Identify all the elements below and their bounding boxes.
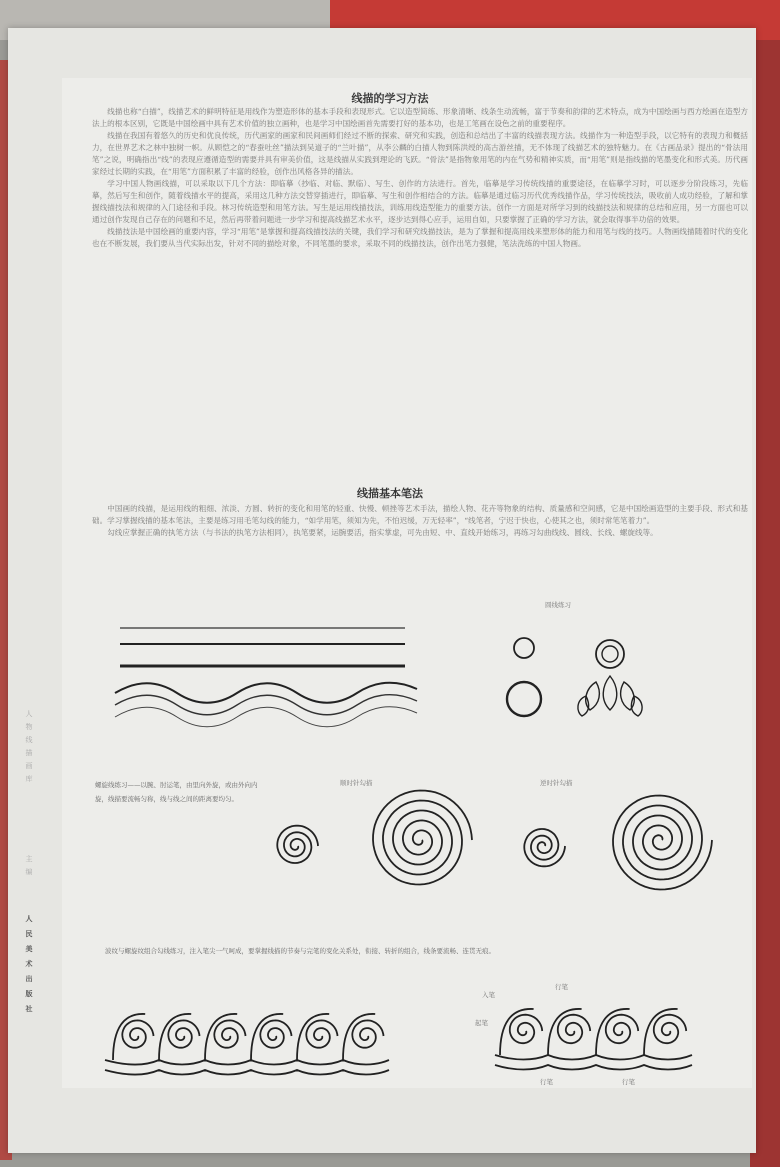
stroke-move-bottom-right-label: 行笔 <box>622 1078 635 1086</box>
section1-paragraph: 线描也称“白描”，线描艺术的鲜明特征是用线作为塑造形体的基本手段和表现形式。它以造型简练、形象清晰、线条生动流畅，富于节奏和韵律的艺术特点，成为中国绘画与西方绘画在造型方法上的根本区别，它既是中国绘画中具有艺术价值的独立画种，也是学习中国绘画首先需要打好的基本功，也是工笔画在设色之前的重要程序。 <box>92 107 748 128</box>
stroke-in-label: 入笔 <box>482 991 495 999</box>
section2-body <box>92 503 748 539</box>
spiral-small-counterclockwise <box>515 818 575 878</box>
wave-line-practice <box>112 675 422 725</box>
stroke-start-label: 起笔 <box>475 1019 488 1027</box>
spiral-large-counterclockwise <box>600 780 720 900</box>
circle-practice-caption: 圆线练习 <box>545 601 571 609</box>
margin-author: 主编 <box>25 855 33 881</box>
clockwise-caption: 顺时针勾描 <box>340 779 373 787</box>
straight-line-practice <box>115 620 415 680</box>
section1-paragraph: 线描在我国有着悠久的历史和优良传统，历代画家的画家和民间画师们经过不断的探索、研究和实践，创造和总结出了丰富的线描表现方法。线描作为一种造型手段，以它特有的表现力和概括力，在世界艺术之林中独树一帜。从顾恺之的“春蚕吐丝”描法到吴道子的“兰叶描”，从李公麟的白描人物到陈洪绶的高古游丝描，无不体现了线描艺术的独特魅力。在《古画品录》提出的“骨法用笔”之说，明确指出“线”的表现应遵循造型的需要并具有审美价值，这是线描从实践到理论的飞跃。“骨法”是指物象用笔的内在气势和精神实质，而“用笔”则是指线描的笔墨变化和形式美。历代画家经过长期的实践，在“用笔”方面积累了丰富的经验，创作出风格各异的描法。 <box>92 131 748 176</box>
circle-practice <box>490 620 690 730</box>
combo-description: 波纹与螺旋纹组合勾线练习，注入笔尖一气呵成，要掌握线描的节奏与完笔的变化关系处，衔接、转折的组合，线条要流畅、连贯无痕。 <box>105 947 495 955</box>
spiral-small-clockwise <box>268 818 328 878</box>
section2-title: 线描基本笔法 <box>357 487 423 500</box>
stroke-move-top-label: 行笔 <box>555 983 568 991</box>
margin-series: 人物线描画库 <box>25 710 33 788</box>
section1-paragraph: 学习中国人物画线描，可以采取以下几个方法：即临摹（抄临、对临、默临）、写生、创作的方法进行。首先，临摹是学习传统线描的重要途径，在临摹学习时，可以逐步分阶段练习，先临摹，然后写生和创作，随着线描水平的提高，采用这几种方法交替穿插进行，即临摹、写生和创作相结合的方法。临摹是通过临习历代优秀线描作品，学习传统技法，吸收前人成功经验，了解和掌握线描技法和规律的入门途径和手段。林习传统造型和用笔方法。写生是运用线描技法，训练用线造型能力的重要方法。创作一方面是对所学习到的线描技法和规律的总结和应用，另一方面也可以通过创作发现自己存在的问题和不足，然后再带着问题进一步学习和提高线描艺术水平，逐步达到得心应手，运用自如，只要掌握了正确的学习方法，就会取得事半功倍的效果。 <box>92 179 748 224</box>
section2-paragraph: 勾线应掌握正确的执笔方法（与书法的执笔方法相同），执笔要紧，运腕要活，指实掌虚，可先由短、中、直线开始练习，再练习勾曲线线、圆线、长线、螺旋线等。 <box>107 528 658 537</box>
stroke-move-bottom-left-label: 行笔 <box>540 1078 553 1086</box>
counterclockwise-caption: 逆时针勾描 <box>540 779 573 787</box>
spiral-description: 螺旋线练习——以腕、肘运笔，由里向外旋，或由外向内旋，线描要流畅匀称，线与线之间的距离要均匀。 <box>95 781 258 803</box>
section1-title: 线描的学习方法 <box>351 92 429 105</box>
wave-spiral-pattern-right <box>495 995 705 1075</box>
section1-paragraph: 线描技法是中国绘画的重要内容，学习“用笔”是掌握和提高线描技法的关键，我们学习和研究线描技法，是为了掌握和提高用线来塑形体的能力和用笔与线的技巧。人物画线描随着时代的变化也在不断发展，我们要从当代实际出发，针对不同的描绘对象，不同笔墨的要求，采取不同的线描技法，创作出笔力强健，笔法洗练的中国人物画。 <box>92 227 748 248</box>
section2-paragraph: 中国画的线描，是运用线的粗细、浓淡、方圆、转折的变化和用笔的轻重、快慢、顿挫等艺术手法，描绘人物、花卉等物象的结构、质量感和空间感，它是中国绘画造型的主要手段、形式和基础。学习掌握线描的基本笔法，主要是练习用毛笔勾线的能力，“如学用笔，须知为先，不怕迟缓，万无轻率”，“线笔者，宁迟于快也，心使其之也，须时常笔笔着力”。 <box>92 504 748 525</box>
wave-spiral-pattern-left <box>105 1000 405 1080</box>
section1-body <box>92 106 748 250</box>
margin-publisher: 人民美术出版社 <box>25 915 34 1020</box>
spiral-large-clockwise <box>360 780 480 900</box>
